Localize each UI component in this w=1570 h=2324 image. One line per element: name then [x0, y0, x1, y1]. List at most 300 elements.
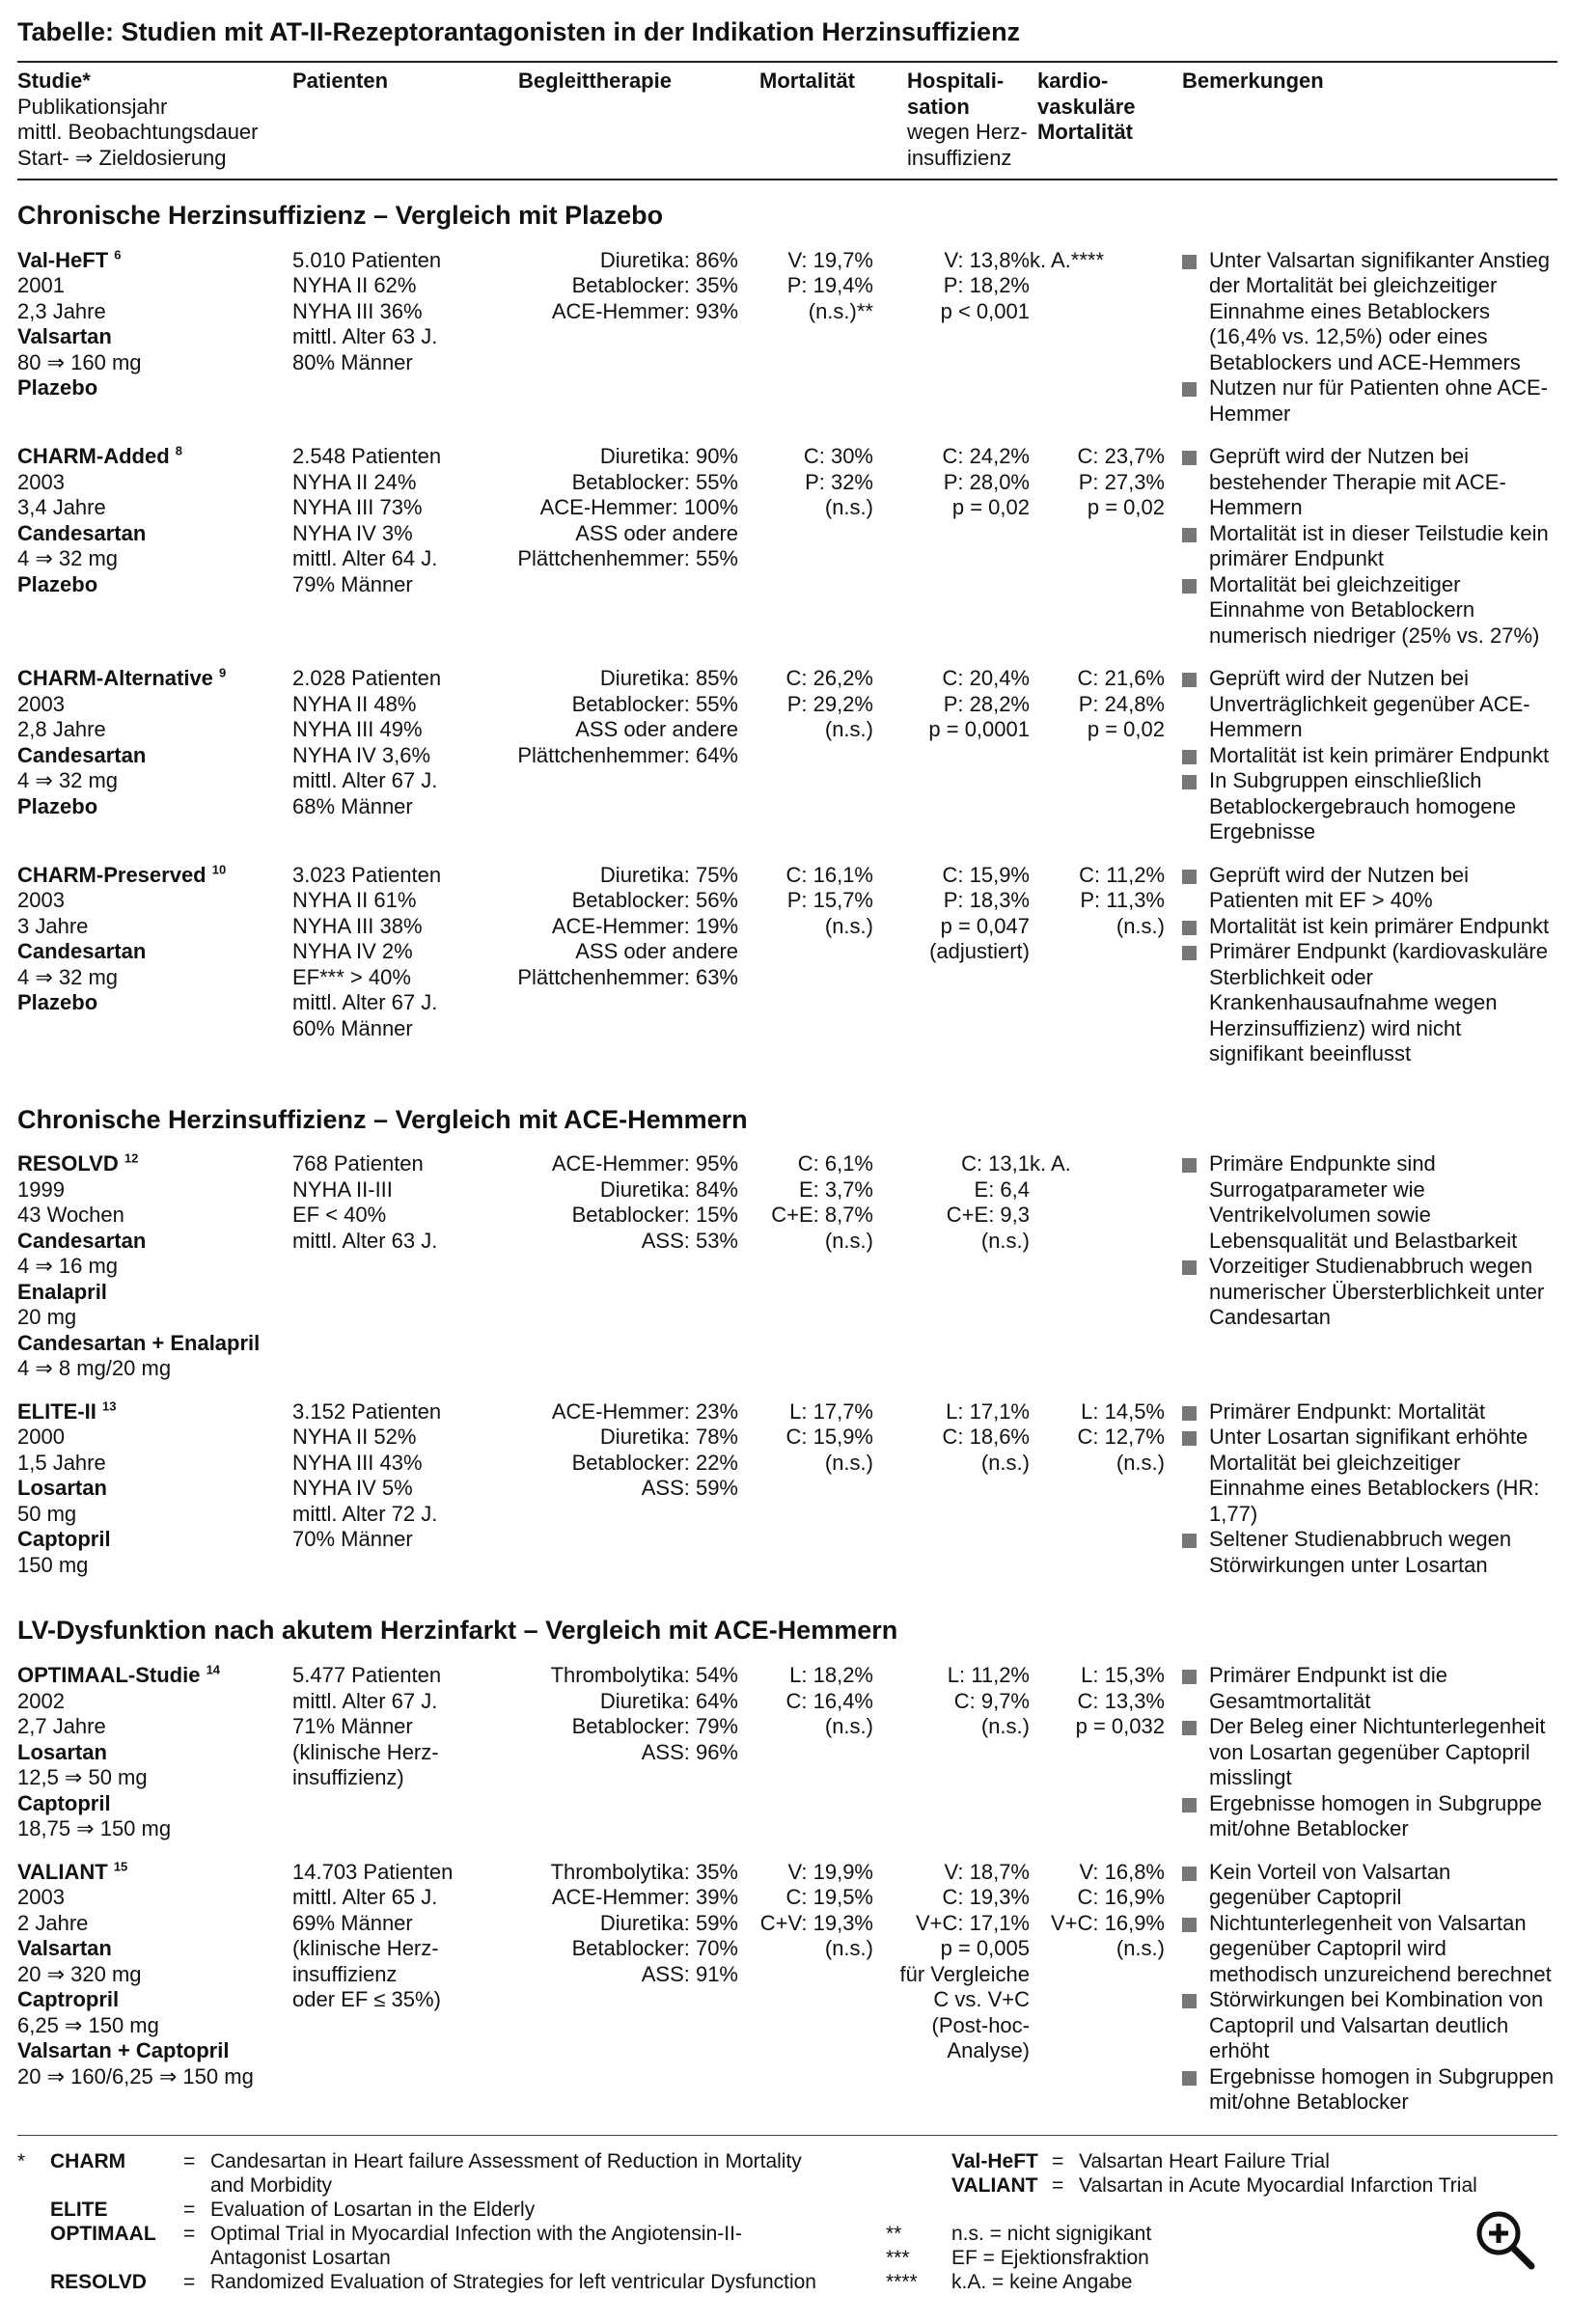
footnote-optimaal-def2: Antagonist Losartan: [210, 2246, 391, 2269]
mortality-line: (n.s.): [824, 1936, 873, 1961]
patients-line: 79% Männer: [292, 571, 413, 596]
remark-item: Primärer Endpunkt ist die Gesamtmortalität: [1182, 1663, 1557, 1714]
study-name: [17, 1151, 292, 1177]
therapy-line: Diuretika: 86%: [599, 247, 738, 272]
footnote-valiant-abbr: VALIANT: [951, 2173, 1038, 2197]
patients-cell: [292, 1663, 452, 1860]
patients-line: 14.703 Patienten: [292, 1859, 454, 1884]
study-detail: 2003: [17, 1885, 65, 1910]
hosp-line: C: 18,6%: [942, 1425, 1030, 1450]
footnote-ka-def: k.A. = keine Angabe: [951, 2270, 1133, 2293]
hosp-line: C: 13,1: [961, 1151, 1030, 1176]
patients-line: NYHA II 24%: [292, 469, 417, 494]
study-drug: Candesartan: [17, 520, 147, 545]
hosp-line: p < 0,001: [940, 298, 1030, 323]
patients-line: NYHA IV 3%: [292, 520, 413, 545]
hosp-line: C: 19,3%: [942, 1885, 1030, 1910]
study-detail: 3,4 Jahre: [17, 495, 106, 520]
patients-line: oder EF ≤ 35%): [292, 1987, 441, 2012]
mortality-cell: [738, 1663, 873, 1860]
remark-item: Primärer Endpunkt: Mortalität: [1182, 1399, 1557, 1425]
patients-line: mittl. Alter 63 J.: [292, 1228, 438, 1253]
therapy-line: ASS oder andere: [575, 939, 738, 964]
remarks-cell: [1165, 1663, 1557, 1860]
table-title: Tabelle: Studien mit AT-II-Rezeptorantagonisten in der Indikation Herzinsuffizienz: [17, 17, 1021, 46]
patients-line: NYHA II 62%: [292, 273, 417, 298]
study-ref: 12: [124, 1151, 139, 1167]
hosp-line: P: 18,2%: [943, 273, 1030, 298]
mortality-line: C: 16,1%: [785, 862, 873, 887]
footnote-eq: =: [183, 2198, 196, 2221]
footnote-ns-mark: **: [886, 2222, 902, 2245]
study-detail: 20 ⇒ 320 mg: [17, 1961, 142, 1986]
remarks-list: [1165, 1860, 1557, 2116]
mortality-line: (n.s.): [824, 1450, 873, 1475]
patients-line: NYHA III 49%: [292, 717, 423, 742]
patients-line: insuffizienz: [292, 1961, 398, 1986]
study-detail: 2001: [17, 273, 65, 298]
cv-line: p = 0,02: [1087, 495, 1165, 520]
mortality-cell: [738, 863, 873, 1085]
therapy-line: Betablocker: 55%: [571, 469, 738, 494]
study-name-text: CHARM-Added: [17, 444, 170, 469]
header-hospitalisation: [873, 63, 1030, 180]
remark-item: Seltener Studienabbruch wegen Störwirkungen unter Losartan: [1182, 1527, 1557, 1578]
remarks-cell: [1165, 1860, 1557, 2133]
footnote-eq: =: [183, 2222, 196, 2245]
patients-line: 68% Männer: [292, 793, 413, 818]
study-drug: Valsartan: [17, 1936, 112, 1961]
study-drug: Captopril: [17, 1790, 111, 1815]
cv-line: C: 16,9%: [1077, 1885, 1165, 1910]
hospitalisation-cell: [873, 1151, 1030, 1399]
footnote-eq: =: [1052, 2173, 1064, 2197]
hosp-line: p = 0,0001: [928, 717, 1030, 742]
study-ref: 6: [114, 247, 122, 263]
remarks-list: [1165, 444, 1557, 649]
hosp-line: V+C: 17,1%: [915, 1910, 1030, 1935]
cv-line: C: 12,7%: [1077, 1425, 1165, 1450]
section-title: Chronische Herzinsuffizienz – Vergleich mit ACE-Hemmern: [17, 1104, 748, 1134]
patients-line: mittl. Alter 72 J.: [292, 1501, 438, 1526]
study-info: [17, 1860, 292, 2133]
patients-line: NYHA II 61%: [292, 888, 417, 913]
study-row: [17, 1151, 1557, 1399]
hospitalisation-cell: [873, 1399, 1030, 1596]
therapy-line: Betablocker: 55%: [571, 691, 738, 716]
therapy-line: ACE-Hemmer: 23%: [551, 1398, 738, 1424]
footnote-charm-abbr: CHARM: [50, 2149, 126, 2172]
study-ref: 10: [211, 862, 227, 877]
mortality-line: L: 18,2%: [789, 1663, 873, 1688]
study-drug: Plazebo: [17, 375, 98, 401]
hosp-line: p = 0,047: [940, 913, 1030, 938]
therapy-line: ACE-Hemmer: 95%: [551, 1151, 738, 1176]
hosp-line: C: 24,2%: [942, 444, 1030, 469]
hosp-line: P: 18,3%: [943, 888, 1030, 913]
study-detail: 2003: [17, 691, 65, 716]
mortality-line: C+E: 8,7%: [771, 1203, 873, 1228]
patients-cell: [292, 248, 452, 445]
study-drug: Candesartan: [17, 1228, 147, 1253]
remark-item: Ergebnisse homogen in Subgruppe mit/ohne Betablocker: [1182, 1791, 1557, 1842]
cv-line: C: 11,2%: [1079, 862, 1165, 887]
footnote-eq: =: [183, 2149, 196, 2172]
header-bemerkungen: Bemerkungen: [1182, 69, 1324, 94]
remark-item: Ergebnisse homogen in Subgruppen mit/ohne Betablocker: [1182, 2064, 1557, 2116]
hospitalisation-cell: [873, 444, 1030, 666]
remark-item: Mortalität ist kein primärer Endpunkt: [1182, 743, 1557, 769]
mortality-line: (n.s.): [824, 495, 873, 520]
remarks-list: [1165, 1663, 1557, 1842]
patients-line: mittl. Alter 65 J.: [292, 1885, 438, 1910]
patients-cell: [292, 863, 452, 1085]
therapy-cell: [452, 666, 738, 863]
patients-line: 2.548 Patienten: [292, 444, 442, 469]
study-row: [17, 1860, 1557, 2133]
footnote-optimaal-def: Optimal Trial in Myocardial Infection with the Angiotensin-II-: [210, 2222, 742, 2245]
remarks-cell: [1165, 1151, 1557, 1399]
study-ref: 8: [175, 443, 183, 458]
hosp-line: C+E: 9,3: [946, 1203, 1030, 1228]
cv-line: P: 24,8%: [1078, 691, 1165, 716]
zoom-in-icon[interactable]: [1472, 2206, 1539, 2274]
section-title: LV-Dysfunktion nach akutem Herzinfarkt – Vergleich mit ACE-Hemmern: [17, 1616, 898, 1646]
cv-line: V: 16,8%: [1079, 1859, 1165, 1884]
remarks-cell: [1165, 863, 1557, 1085]
header-studie-line: mittl. Beobachtungsdauer: [17, 120, 259, 145]
remark-item: Geprüft wird der Nutzen bei Patienten mit EF > 40%: [1182, 863, 1557, 914]
cv-mortality-cell: [1030, 1151, 1165, 1399]
cv-mortality-cell: [1030, 444, 1165, 666]
hosp-line: P: 28,2%: [943, 691, 1030, 716]
study-detail: 2002: [17, 1688, 65, 1713]
remarks-cell: [1165, 666, 1557, 863]
hospitalisation-cell: [873, 863, 1030, 1085]
study-drug: Valsartan + Captopril: [17, 2038, 230, 2063]
remark-item: Nutzen nur für Patienten ohne ACE-Hemmer: [1182, 375, 1557, 427]
patients-line: NYHA III 36%: [292, 298, 423, 323]
remarks-list: [1165, 248, 1557, 428]
therapy-cell: [452, 444, 738, 666]
mortality-line: C: 6,1%: [797, 1151, 873, 1176]
therapy-line: Betablocker: 70%: [571, 1936, 738, 1961]
study-drug: Losartan: [17, 1739, 107, 1764]
study-detail: 2,3 Jahre: [17, 298, 106, 323]
study-detail: 3 Jahre: [17, 913, 89, 938]
patients-line: mittl. Alter 64 J.: [292, 546, 438, 571]
therapy-line: ACE-Hemmer: 19%: [551, 913, 738, 938]
therapy-line: Plättchenhemmer: 64%: [517, 742, 738, 767]
patients-cell: [292, 1151, 452, 1399]
header-kv-line: Mortalität: [1037, 120, 1133, 145]
mortality-line: C: 19,5%: [785, 1885, 873, 1910]
study-detail: 2000: [17, 1425, 65, 1450]
mortality-line: L: 17,7%: [789, 1398, 873, 1424]
header-mortalitaet: Mortalität: [759, 69, 855, 94]
study-name-text: RESOLVD: [17, 1151, 119, 1176]
study-ref: 13: [102, 1398, 117, 1414]
cv-mortality-cell: [1030, 1663, 1165, 1860]
footnote-valheft-def: Valsartan Heart Failure Trial: [1079, 2149, 1330, 2172]
mortality-line: C: 26,2%: [785, 666, 873, 691]
study-name: [17, 863, 292, 889]
section-header: [17, 1085, 1557, 1152]
cv-line: C: 13,3%: [1077, 1688, 1165, 1713]
footnote-charm-def2: and Morbidity: [210, 2173, 333, 2197]
study-row: [17, 248, 1557, 445]
study-drug: Plazebo: [17, 571, 98, 596]
therapy-line: ASS: 59%: [641, 1476, 738, 1501]
hospitalisation-cell: [873, 248, 1030, 445]
mortality-line: (n.s.): [824, 1714, 873, 1739]
therapy-line: Betablocker: 79%: [571, 1714, 738, 1739]
patients-line: 70% Männer: [292, 1527, 413, 1552]
mortality-line: P: 29,2%: [786, 691, 873, 716]
study-row: [17, 666, 1557, 863]
therapy-line: Plättchenhemmer: 63%: [517, 964, 738, 989]
remarks-list: [1165, 666, 1557, 845]
cv-mortality-cell: [1030, 863, 1165, 1085]
cv-line: L: 15,3%: [1081, 1663, 1165, 1688]
cv-mortality-cell: [1030, 1860, 1165, 2133]
patients-line: mittl. Alter 67 J.: [292, 990, 438, 1015]
therapy-cell: [452, 1151, 738, 1399]
study-table: [17, 63, 1557, 2133]
header-kv-line: kardio-: [1037, 69, 1109, 94]
therapy-line: Diuretika: 75%: [599, 862, 738, 887]
study-detail: 4 ⇒ 32 mg: [17, 546, 119, 571]
study-info: [17, 1151, 292, 1399]
footnote-resolvd-abbr: RESOLVD: [50, 2270, 147, 2293]
cv-line: C: 21,6%: [1077, 666, 1165, 691]
footnote-elite-def: Evaluation of Losartan in the Elderly: [210, 2198, 536, 2221]
remark-item: Der Beleg einer Nichtunterlegenheit von Losartan gegenüber Captopril misslingt: [1182, 1714, 1557, 1791]
header-studie: [17, 63, 292, 180]
study-row: [17, 1399, 1557, 1596]
hosp-line: (n.s.): [980, 1450, 1030, 1475]
study-row: [17, 863, 1557, 1085]
remark-item: Mortalität ist kein primärer Endpunkt: [1182, 914, 1557, 940]
cv-line: (n.s.): [1116, 913, 1165, 938]
header-hosp-line: Hospitali-: [907, 69, 1005, 94]
remark-item: Mortalität ist in dieser Teilstudie kein primärer Endpunkt: [1182, 521, 1557, 572]
therapy-line: Diuretika: 78%: [599, 1425, 738, 1450]
patients-line: NYHA II 52%: [292, 1425, 417, 1450]
mortality-line: C: 30%: [803, 444, 873, 469]
hosp-line: für Vergleiche: [899, 1961, 1030, 1986]
mortality-line: (n.s.)**: [808, 298, 873, 323]
study-info: [17, 444, 292, 666]
patients-line: 5.477 Patienten: [292, 1663, 442, 1688]
therapy-line: Betablocker: 35%: [571, 273, 738, 298]
cv-line: (n.s.): [1116, 1450, 1165, 1475]
study-detail: 2,7 Jahre: [17, 1714, 106, 1739]
patients-line: 3.023 Patienten: [292, 862, 442, 887]
header-hosp-line: sation: [907, 94, 970, 119]
study-drug: Plazebo: [17, 793, 98, 818]
study-detail: 4 ⇒ 8 mg/20 mg: [17, 1356, 172, 1381]
patients-line: 69% Männer: [292, 1910, 413, 1935]
footnote-valheft-abbr: Val-HeFT: [951, 2149, 1038, 2172]
footnote-valiant-def: Valsartan in Acute Myocardial Infarction Trial: [1079, 2173, 1477, 2197]
study-drug: Enalapril: [17, 1279, 107, 1304]
study-name: [17, 666, 292, 692]
therapy-line: Diuretika: 64%: [599, 1688, 738, 1713]
cv-line: p = 0,02: [1087, 717, 1165, 742]
hosp-line: E: 6,4: [974, 1176, 1030, 1202]
therapy-line: Diuretika: 85%: [599, 666, 738, 691]
mortality-line: P: 32%: [805, 469, 873, 494]
mortality-cell: [738, 444, 873, 666]
mortality-line: P: 19,4%: [786, 273, 873, 298]
patients-line: mittl. Alter 67 J.: [292, 768, 438, 793]
therapy-cell: [452, 863, 738, 1085]
footnote-ns-def: n.s. = nicht signigikant: [951, 2222, 1152, 2245]
cv-mortality-cell: [1030, 1399, 1165, 1596]
cv-mortality-cell: [1030, 248, 1165, 445]
hosp-line: (n.s.): [980, 1714, 1030, 1739]
patients-cell: [292, 666, 452, 863]
therapy-line: Diuretika: 90%: [599, 444, 738, 469]
patients-line: 60% Männer: [292, 1015, 413, 1040]
mortality-cell: [738, 1860, 873, 2133]
mortality-line: (n.s.): [824, 717, 873, 742]
mortality-line: V: 19,7%: [787, 247, 873, 272]
hosp-line: L: 11,2%: [947, 1663, 1030, 1688]
hosp-line: L: 17,1%: [946, 1398, 1030, 1424]
document-page: [17, 17, 1557, 2310]
mortality-line: C: 15,9%: [785, 1425, 873, 1450]
study-drug: Captropril: [17, 1987, 120, 2012]
hospitalisation-cell: [873, 1663, 1030, 1860]
patients-line: mittl. Alter 63 J.: [292, 324, 438, 349]
therapy-line: Thrombolytika: 54%: [550, 1663, 738, 1688]
table-header-row: [17, 63, 1557, 180]
study-detail: 1999: [17, 1176, 65, 1202]
hosp-line: C vs. V+C: [933, 1987, 1030, 2012]
patients-line: NYHA IV 3,6%: [292, 742, 431, 767]
remark-item: Unter Valsartan signifikanter Anstieg der Mortalität bei gleichzeitiger Einnahme eines Betablockers (16,4% vs. 12,5%) oder eines Betablockers und ACE-Hemmers: [1182, 248, 1557, 376]
hosp-line: P: 28,0%: [943, 469, 1030, 494]
mortality-line: (n.s.): [824, 913, 873, 938]
header-studie-line: Start- ⇒ Zieldosierung: [17, 145, 227, 170]
therapy-cell: [452, 248, 738, 445]
header-studie-line: Publikationsjahr: [17, 94, 168, 119]
section-header: [17, 1595, 1557, 1663]
patients-line: EF < 40%: [292, 1203, 387, 1228]
study-detail: 4 ⇒ 32 mg: [17, 768, 119, 793]
study-detail: 4 ⇒ 16 mg: [17, 1254, 119, 1279]
patients-line: NYHA IV 2%: [292, 939, 413, 964]
study-detail: 1,5 Jahre: [17, 1450, 106, 1475]
study-detail: 20 mg: [17, 1305, 77, 1330]
study-ref: 14: [206, 1662, 221, 1677]
therapy-line: Betablocker: 56%: [571, 888, 738, 913]
remark-item: Primärer Endpunkt (kardiovaskuläre Sterblichkeit oder Krankenhausaufnahme wegen Herzinsuffizienz) wird nicht signifikant beeinflusst: [1182, 939, 1557, 1067]
therapy-line: Thrombolytika: 35%: [550, 1859, 738, 1884]
hosp-line: (n.s.): [980, 1228, 1030, 1253]
header-begleittherapie: Begleittherapie: [518, 69, 672, 94]
remarks-list: [1165, 1151, 1557, 1331]
patients-line: NYHA III 38%: [292, 913, 423, 938]
remarks-list: [1165, 863, 1557, 1067]
study-ref: 15: [113, 1859, 128, 1874]
patients-line: 5.010 Patienten: [292, 247, 442, 272]
mortality-line: C: 16,4%: [785, 1688, 873, 1713]
study-info: [17, 1399, 292, 1596]
study-row: [17, 444, 1557, 666]
study-detail: 43 Wochen: [17, 1203, 124, 1228]
patients-cell: [292, 444, 452, 666]
remarks-cell: [1165, 248, 1557, 445]
patients-line: 768 Patienten: [292, 1151, 424, 1176]
patients-line: NYHA II 48%: [292, 691, 417, 716]
study-ref: 9: [219, 665, 227, 680]
footnote-ef-mark: ***: [886, 2246, 910, 2269]
hosp-line: C: 9,7%: [953, 1688, 1030, 1713]
hosp-line: V: 18,7%: [944, 1859, 1030, 1884]
hosp-line: (Post-hoc-: [931, 2012, 1030, 2037]
study-info: [17, 1663, 292, 1860]
patients-cell: [292, 1399, 452, 1596]
patients-line: (klinische Herz-: [292, 1936, 439, 1961]
hosp-line: (adjustiert): [929, 939, 1030, 964]
hosp-line: C: 15,9%: [942, 862, 1030, 887]
study-name: [17, 1663, 292, 1689]
study-detail: 2 Jahre: [17, 1910, 89, 1935]
patients-line: 3.152 Patienten: [292, 1398, 442, 1424]
header-kv-line: vaskuläre: [1037, 94, 1136, 119]
cv-line: k. A.****: [1030, 247, 1105, 272]
remark-item: Unter Losartan signifikant erhöhte Mortalität bei gleichzeitiger Einnahme eines Betablockers (HR: 1,77): [1182, 1425, 1557, 1527]
therapy-line: ACE-Hemmer: 100%: [539, 495, 738, 520]
therapy-line: ASS oder andere: [575, 717, 738, 742]
header-hosp-line: insuffizienz: [907, 145, 1012, 170]
hosp-line: p = 0,02: [951, 495, 1030, 520]
hospitalisation-cell: [873, 666, 1030, 863]
hosp-line: p = 0,005: [940, 1936, 1030, 1961]
study-name-text: VALIANT: [17, 1859, 108, 1884]
section-title: Chronische Herzinsuffizienz – Vergleich mit Plazebo: [17, 201, 664, 231]
hospitalisation-cell: [873, 1860, 1030, 2133]
study-drug: Candesartan: [17, 939, 147, 964]
therapy-line: ACE-Hemmer: 93%: [551, 298, 738, 323]
hosp-line: Analyse): [947, 2038, 1030, 2063]
header-hosp-line: wegen Herz-: [907, 120, 1028, 145]
cv-line: L: 14,5%: [1081, 1398, 1165, 1424]
study-info: [17, 666, 292, 863]
therapy-line: ASS: 53%: [641, 1228, 738, 1253]
study-drug: Captopril: [17, 1527, 111, 1552]
study-detail: 2003: [17, 888, 65, 913]
footnote-ka-mark: ****: [886, 2270, 918, 2293]
study-info: [17, 863, 292, 1085]
therapy-line: Diuretika: 59%: [599, 1910, 738, 1935]
remark-item: In Subgruppen einschließlich Betablockergebrauch homogene Ergebnisse: [1182, 768, 1557, 845]
mortality-line: V: 19,9%: [787, 1859, 873, 1884]
study-name: [17, 248, 292, 274]
hosp-line: V: 13,8%: [944, 247, 1030, 272]
mortality-line: (n.s.): [824, 1228, 873, 1253]
cv-line: k. A.: [1030, 1151, 1071, 1176]
therapy-cell: [452, 1663, 738, 1860]
footnote-charm-def: Candesartan in Heart failure Assessment of Reduction in Mortality: [210, 2149, 802, 2172]
study-name-text: ELITE-II: [17, 1398, 96, 1424]
study-detail: 12,5 ⇒ 50 mg: [17, 1765, 148, 1790]
patients-line: 80% Männer: [292, 349, 413, 374]
header-kardiovaskulaer: [1030, 63, 1165, 180]
